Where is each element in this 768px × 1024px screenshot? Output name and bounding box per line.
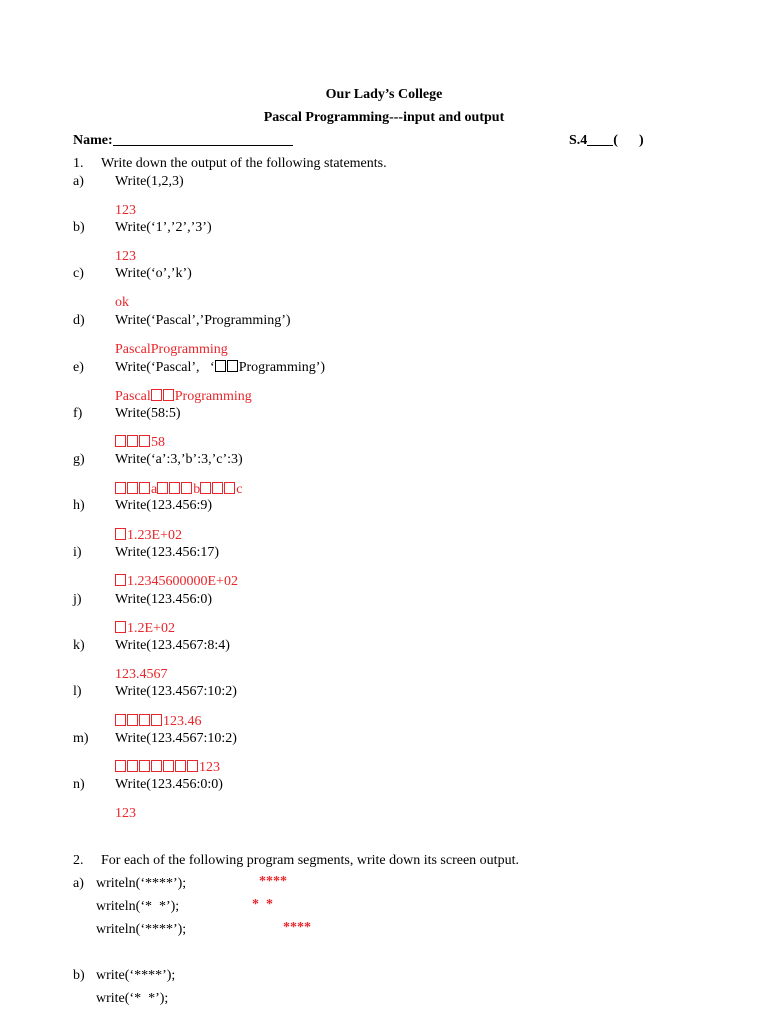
space-box-icon	[151, 760, 162, 772]
space-box-icon	[115, 714, 126, 726]
q1-e-label: e)	[73, 360, 84, 375]
space-box-icon	[200, 482, 211, 494]
q2-text: For each of the following program segments, write down its screen output.	[101, 853, 519, 868]
q1-h-statement: Write(123.456:9)	[115, 498, 213, 513]
q1-n-statement: Write(123.456:0:0)	[115, 777, 223, 792]
space-box-icon	[115, 621, 126, 633]
q1-i-statement: Write(123.456:17)	[115, 545, 220, 560]
q1-h-label: h)	[73, 498, 85, 513]
space-box-icon	[187, 760, 198, 772]
q1-c-label: c)	[73, 266, 84, 281]
q2-a-answer-1: ****	[259, 874, 287, 889]
q1-l-statement: Write(123.4567:10:2)	[115, 684, 237, 699]
q2-b-line-2: write(‘* *’);	[96, 991, 169, 1006]
space-box-icon	[139, 714, 150, 726]
q1-m-statement: Write(123.4567:10:2)	[115, 731, 237, 746]
class-blank[interactable]	[587, 133, 613, 146]
space-box-icon	[115, 482, 126, 494]
q2-b-line-1: write(‘****’);	[96, 968, 176, 983]
space-box-icon	[227, 360, 238, 372]
q1-j-statement: Write(123.456:0)	[115, 592, 213, 607]
q1-h-answer: 1.23E+02	[115, 528, 182, 544]
q1-a-answer: 123	[115, 203, 136, 218]
q2-a-line-3: writeln(‘****’);	[96, 922, 187, 937]
q2-a-line-1: writeln(‘****’);	[96, 876, 187, 891]
space-box-icon	[127, 482, 138, 494]
q1-j-answer: 1.2E+02	[115, 621, 175, 637]
worksheet-title: Pascal Programming---input and output	[263, 110, 505, 125]
space-box-icon	[127, 760, 138, 772]
q1-b-statement: Write(‘1’,’2’,’3’)	[115, 220, 212, 235]
q1-n-answer: 123	[115, 806, 136, 821]
name-label: Name:	[73, 133, 113, 148]
space-box-icon	[151, 714, 162, 726]
space-box-icon	[175, 760, 186, 772]
space-box-icon	[163, 760, 174, 772]
q1-d-statement: Write(‘Pascal’,’Programming’)	[115, 313, 291, 328]
space-box-icon	[115, 528, 126, 540]
q1-k-statement: Write(123.4567:8:4)	[115, 638, 230, 653]
space-box-icon	[115, 435, 126, 447]
q1-f-answer: 58	[115, 435, 165, 451]
space-box-icon	[127, 714, 138, 726]
space-box-icon	[181, 482, 192, 494]
q2-a-answer-2: * *	[252, 897, 273, 912]
space-box-icon	[115, 574, 126, 586]
q1-n-label: n)	[73, 777, 85, 792]
q1-l-answer: 123.46	[115, 714, 202, 730]
space-box-icon	[163, 389, 174, 401]
q1-i-answer: 1.2345600000E+02	[115, 574, 238, 590]
space-box-icon	[127, 435, 138, 447]
space-box-icon	[157, 482, 168, 494]
q1-l-label: l)	[73, 684, 82, 699]
q1-e-answer: Pascal Programming	[115, 389, 252, 404]
q2-b-label: b)	[73, 968, 85, 983]
space-box-icon	[212, 482, 223, 494]
name-blank[interactable]	[113, 133, 293, 146]
class-field[interactable]	[569, 133, 644, 149]
name-field[interactable]	[73, 133, 293, 149]
q1-e-statement: Write(‘Pascal’, ‘ Programming’)	[115, 360, 326, 375]
space-box-icon	[115, 760, 126, 772]
q1-b-answer: 123	[115, 249, 136, 264]
q1-f-label: f)	[73, 406, 83, 421]
q1-a-label: a)	[73, 174, 84, 189]
q1-d-label: d)	[73, 313, 85, 328]
q1-i-label: i)	[73, 545, 82, 560]
q2-a-line-2: writeln(‘* *’);	[96, 899, 180, 914]
q1-m-label: m)	[73, 731, 89, 746]
q1-c-answer: ok	[115, 295, 129, 310]
space-box-icon	[224, 482, 235, 494]
q1-b-label: b)	[73, 220, 85, 235]
q2-a-label: a)	[73, 876, 84, 891]
q1-g-statement: Write(‘a’:3,’b’:3,’c’:3)	[115, 452, 243, 467]
class-number-brackets: ( )	[613, 133, 644, 148]
space-box-icon	[139, 482, 150, 494]
q1-k-answer: 123.4567	[115, 667, 168, 682]
q2-a-answer-3: ****	[283, 920, 311, 935]
q1-number: 1.	[73, 156, 84, 171]
class-label: S.4	[569, 133, 588, 148]
q1-k-label: k)	[73, 638, 85, 653]
q1-text: Write down the output of the following statements.	[101, 156, 387, 171]
space-box-icon	[169, 482, 180, 494]
q1-d-answer: PascalProgramming	[115, 342, 228, 357]
space-box-icon	[139, 435, 150, 447]
q1-g-answer: a b c	[115, 482, 242, 498]
q1-j-label: j)	[73, 592, 82, 607]
q1-g-label: g)	[73, 452, 85, 467]
q1-a-statement: Write(1,2,3)	[115, 174, 184, 189]
school-name: Our Lady’s College	[325, 87, 443, 102]
space-box-icon	[139, 760, 150, 772]
q1-m-answer: 123	[115, 760, 220, 776]
space-box-icon	[215, 360, 226, 372]
q2-number: 2.	[73, 853, 84, 868]
space-box-icon	[151, 389, 162, 401]
q1-c-statement: Write(‘o’,’k’)	[115, 266, 192, 281]
q1-f-statement: Write(58:5)	[115, 406, 181, 421]
